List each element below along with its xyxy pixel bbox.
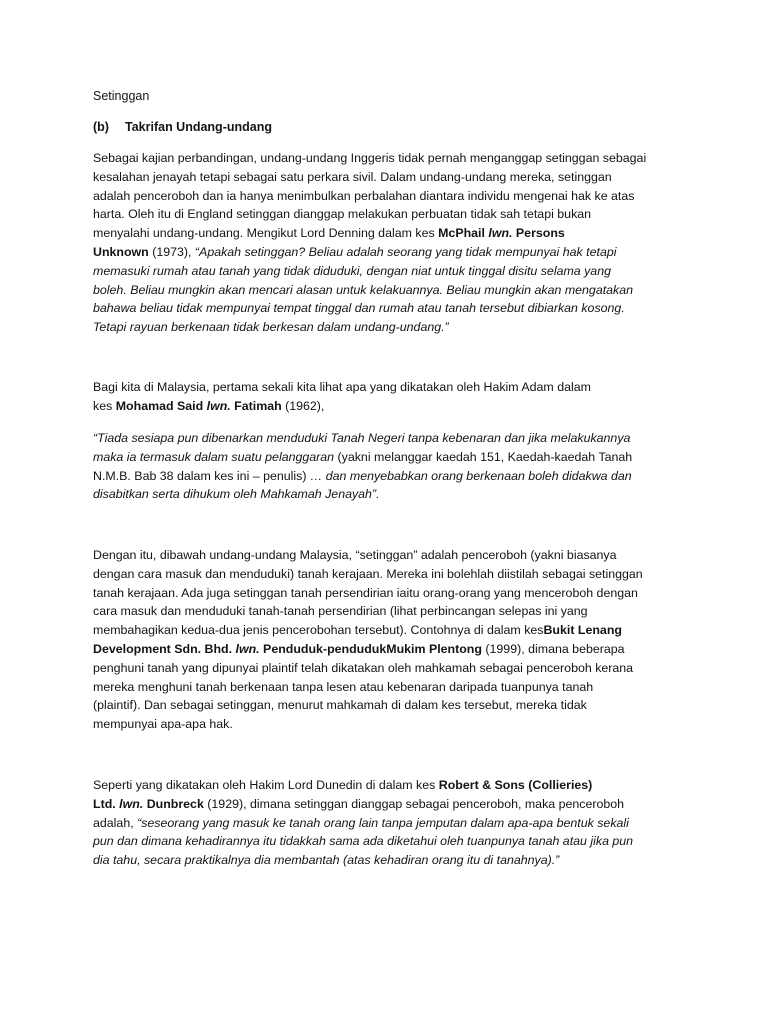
author-note: (yakni melanggar kaedah 151, Kaedah-kaedah Tanah <box>334 449 633 464</box>
case-year: (1929), dimana setinggan dianggap sebagai penceroboh, maka penceroboh <box>203 796 625 811</box>
text-line: Dengan itu, dibawah undang-undang Malaysia, “setinggan” adalah penceroboh (yakni biasanya <box>93 548 617 562</box>
text-line <box>93 448 673 467</box>
text-line <box>93 621 673 640</box>
case-year: (1999), dimana beberapa <box>481 641 625 656</box>
case-name: Development Sdn. Bhd. <box>93 641 236 656</box>
quote-line: boleh. Beliau mungkin akan mencari alasan untuk kelakuannya. Beliau mungkin akan mengatakan <box>93 282 634 297</box>
text-line: cara masuk dan menduduki tanah-tanah persendirian (lihat perbincangan selepas ini yang <box>93 604 588 619</box>
quote-text: … dan menyebabkan orang berkenaan boleh didakwa dan <box>306 468 632 483</box>
section-title: Takrifan Undang-undang <box>125 120 272 134</box>
text-run: menyalahi undang-undang. Mengikut Lord Denning dalam kes <box>93 226 439 241</box>
text-line: harta. Oleh itu di England setinggan dianggap melakukan perbuatan tidak sah tetapi bukan <box>93 207 592 222</box>
text-line: penghuni tanah yang dipunyai plaintif telah dikatakan oleh mahkamah sebagai penceroboh kerana <box>93 660 634 675</box>
case-name: Bukit Lenang <box>543 623 622 638</box>
document-title: Setinggan <box>93 89 150 103</box>
section-heading <box>93 119 272 135</box>
quote-text: “seseorang yang masuk ke tanah orang lain tanpa jemputan dalam apa-apa bentuk sekali <box>137 815 629 830</box>
text-line <box>93 795 673 814</box>
paragraph-quote-fatimah <box>93 429 673 504</box>
paragraph-english-law <box>93 149 673 337</box>
case-name: Dunbreck <box>143 796 204 811</box>
case-name: Persons <box>512 226 565 241</box>
quote-line: Tetapi rayuan berkenaan tidak berkesan dalam undang-undang.” <box>93 320 449 335</box>
text-line: mereka menghuni tanah berkenaan tanpa lesen atau kebenaran daripada tuanpunya tanah <box>93 679 594 694</box>
case-lwn: lwn. <box>235 641 260 656</box>
text-line: Bagi kita di Malaysia, pertama sekali kita lihat apa yang dikatakan oleh Hakim Adam dalam <box>93 380 591 394</box>
text-line <box>93 776 673 795</box>
quote-text: “Apakah setinggan? Beliau adalah seorang yang tidak mempunyai hak tetapi <box>194 244 617 259</box>
case-name: Penduduk-pendudukMukim Plentong <box>259 641 482 656</box>
paragraph-malaysian-definition <box>93 546 673 734</box>
text-run: kes <box>93 398 116 413</box>
text-line: adalah penceroboh dan ia hanya menimbulkan perbalahan diantara individu mengenai hak ke atas <box>93 188 635 203</box>
case-lwn: lwn. <box>119 796 144 811</box>
section-number: (b) <box>93 120 109 134</box>
text-run: membahagikan kedua-dua jenis pencerobohan tersebut). Contohnya di dalam kes <box>93 623 544 638</box>
case-name: Fatimah <box>230 398 282 413</box>
quote-line: bahawa beliau tidak mempunyai tempat tinggal dan rumah atau tanah tersebut dibiarkan kosong. <box>93 301 625 316</box>
text-line <box>93 814 673 833</box>
text-line <box>93 397 673 416</box>
quote-line: “Tiada sesiapa pun dibenarkan menduduki Tanah Negeri tanpa kebenaran dan jika melakukannya <box>93 431 631 445</box>
text-line <box>93 640 673 659</box>
text-run: adalah, <box>93 815 138 830</box>
text-line: Sebagai kajian perbandingan, undang-undang Inggeris tidak pernah menganggap setinggan sebagai <box>93 151 647 165</box>
quote-line: disabitkan serta dihukum oleh Mahkamah Jenayah”. <box>93 487 380 502</box>
case-name: Unknown <box>93 244 149 259</box>
quote-line: pun dan dimana kehadirannya itu tidakkah sama ada diketahui oleh tuanpunya tanah atau jika pun <box>93 834 634 849</box>
author-note: N.M.B. Bab 38 dalam kes ini – penulis) <box>93 468 307 483</box>
case-year: (1973), <box>148 244 195 259</box>
case-name: Robert & Sons (Collieries) <box>438 778 593 792</box>
paragraph-malaysia-intro <box>93 378 673 416</box>
case-name: Mohamad Said <box>115 398 207 413</box>
paragraph-lord-dunedin <box>93 776 673 870</box>
text-line: tanah kerajaan. Ada juga setinggan tanah persendirian iaitu orang-orang yang menceroboh dengan <box>93 585 638 600</box>
text-line: mempunyai apa-apa hak. <box>93 717 233 732</box>
quote-line: memasuki rumah atau tanah yang tidak diduduki, dengan niat untuk tinggal disitu selama yang <box>93 263 611 278</box>
text-line: (plaintif). Dan sebagai setinggan, menurut mahkamah di dalam kes tersebut, mereka tidak <box>93 698 587 713</box>
case-name: Ltd. <box>93 796 120 811</box>
text-line: kesalahan jenayah tetapi sebagai satu perkara sivil. Dalam undang-undang mereka, setinggan <box>93 169 612 184</box>
text-run: Seperti yang dikatakan oleh Hakim Lord Dunedin di dalam kes <box>93 778 439 792</box>
text-line <box>93 224 673 243</box>
case-year: (1962), <box>281 398 325 413</box>
quote-text: maka ia termasuk dalam suatu pelanggaran <box>93 449 335 464</box>
text-line: dengan cara masuk dan menduduki) tanah kerajaan. Mereka ini bolehlah diistilah sebagai setinggan <box>93 566 643 581</box>
text-line <box>93 243 673 262</box>
text-line <box>93 467 673 486</box>
quote-line: dia tahu, secara praktikalnya dia membantah (atas kehadiran orang itu di tanahnya).” <box>93 853 560 868</box>
case-lwn: lwn. <box>488 226 513 241</box>
case-lwn: lwn. <box>206 398 231 413</box>
case-name: McPhail <box>438 226 489 241</box>
